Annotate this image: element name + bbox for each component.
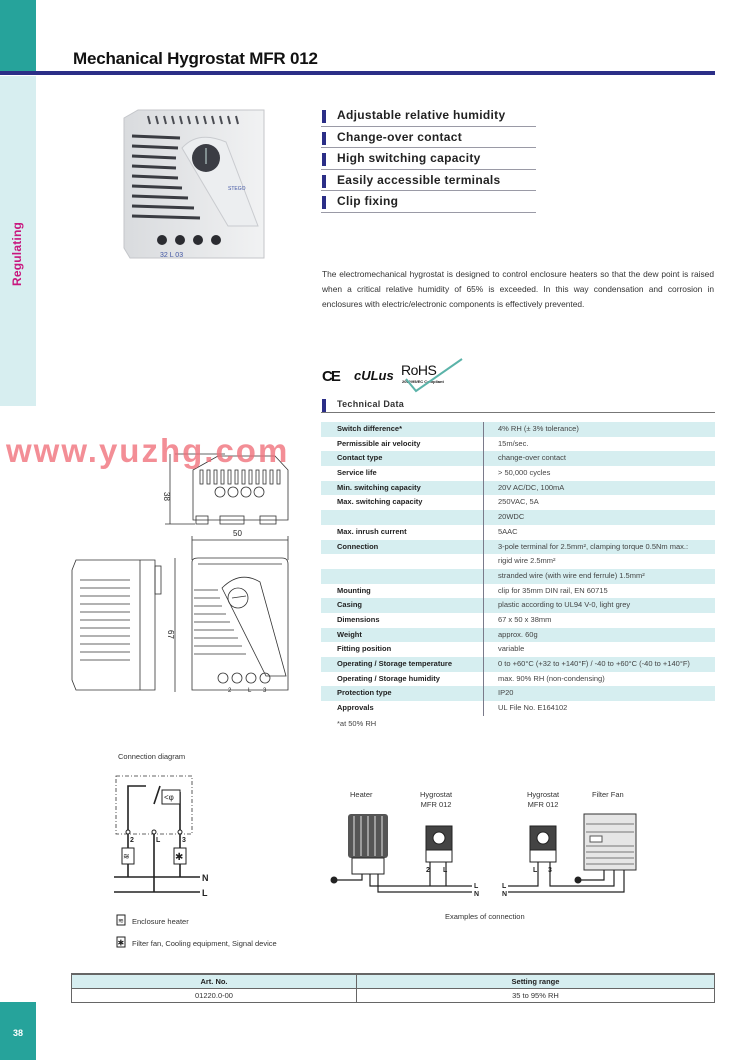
section-label: Regulating — [10, 222, 24, 286]
svg-text:L: L — [502, 883, 507, 890]
checkmark-icon — [400, 355, 470, 395]
svg-text:N: N — [502, 891, 508, 898]
page-title: Mechanical Hygrostat MFR 012 — [73, 49, 318, 68]
table-row: Protection type IP20 — [321, 686, 715, 701]
filter-fan-label: Filter Fan — [592, 790, 624, 799]
svg-text:STEGO: STEGO — [228, 186, 246, 192]
rohs-mark-icon: RoHS — [401, 362, 437, 378]
dimension-drawings — [60, 440, 320, 700]
table-header-row — [72, 974, 715, 988]
feature-item: Clip fixing — [321, 191, 536, 213]
bullet-bar-icon — [322, 153, 326, 166]
table-row: Weight approx. 60g — [321, 628, 715, 643]
svg-text:L: L — [248, 688, 252, 694]
table-row: Operating / Storage temperature 0 to +60°C (+32 to +140°F) / -40 to +60°C (-40 to +140°F) — [321, 657, 715, 672]
column-header-art-no: Art. No. — [72, 974, 357, 988]
table-row: Permissible air velocity 15m/sec. — [321, 437, 715, 452]
table-row: Max. switching capacity 250VAC, 5A — [321, 495, 715, 510]
svg-text:38: 38 — [162, 492, 171, 501]
table-row: Connection 3-pole terminal for 2.5mm², clamping torque 0.5Nm max.: — [321, 540, 715, 555]
table-row: rigid wire 2.5mm² — [321, 554, 715, 569]
connection-diagram — [110, 762, 220, 922]
bullet-bar-icon — [322, 196, 326, 209]
table-row: Min. switching capacity 20V AC/DC, 100mA — [321, 481, 715, 496]
svg-text:✱: ✱ — [175, 852, 184, 863]
svg-text:L: L — [474, 883, 479, 890]
table-row: Service life > 50,000 cycles — [321, 466, 715, 481]
product-photo — [118, 108, 268, 268]
feature-item: Adjustable relative humidity — [321, 105, 536, 127]
table-row: stranded wire (with wire end ferrule) 1.5mm² — [321, 569, 715, 584]
watermark-text: www.yuzhg.com — [6, 432, 290, 469]
table-row: Dimensions 67 x 50 x 38mm — [321, 613, 715, 628]
title-rule — [0, 71, 715, 75]
feature-item: High switching capacity — [321, 148, 536, 170]
svg-text:32 L 03: 32 L 03 — [160, 252, 184, 259]
table-row: Max. inrush current 5AAC — [321, 525, 715, 540]
technical-data-table — [321, 422, 715, 716]
svg-text:≋: ≋ — [123, 852, 130, 861]
column-header-setting-range: Setting range — [356, 974, 714, 988]
certification-logos — [322, 360, 482, 390]
technical-data-heading: Technical Data — [321, 397, 715, 413]
table-row — [72, 988, 715, 1002]
svg-text:L: L — [443, 867, 448, 874]
ce-mark-icon: CE — [322, 368, 339, 385]
feature-list — [321, 105, 536, 213]
bullet-bar-icon — [322, 175, 326, 188]
art-no-cell: 01220.0-00 — [195, 990, 233, 1000]
footnote: *at 50% RH — [337, 719, 377, 728]
table-row: Mounting clip for 35mm DIN rail, EN 60715 — [321, 584, 715, 599]
order-table — [71, 973, 715, 1003]
connection-diagram-label: Connection diagram — [118, 752, 186, 761]
hygrostat-label-2: Hygrostat MFR 012 — [527, 790, 560, 809]
svg-text:N: N — [474, 891, 480, 898]
svg-text:L: L — [202, 888, 208, 898]
svg-text:3: 3 — [263, 688, 267, 694]
hygrostat-label-1: Hygrostat MFR 012 — [420, 790, 453, 809]
svg-text:L: L — [156, 837, 161, 844]
bullet-bar-icon — [322, 132, 326, 145]
examples-caption: Examples of connection — [445, 912, 525, 921]
table-row: 20WDC — [321, 510, 715, 525]
svg-text:3: 3 — [548, 867, 552, 874]
table-row: Contact type change-over contact — [321, 451, 715, 466]
svg-text:N: N — [202, 873, 209, 883]
svg-text:2: 2 — [228, 688, 232, 694]
heater-icon — [116, 913, 126, 927]
feature-item: Easily accessible terminals — [321, 170, 536, 192]
svg-text:2: 2 — [130, 837, 134, 844]
table-row: Fitting position variable — [321, 642, 715, 657]
svg-text:✱: ✱ — [117, 938, 125, 948]
fan-icon — [116, 935, 126, 949]
connection-examples — [322, 788, 642, 928]
svg-text:<φ: <φ — [164, 793, 174, 802]
ul-mark-icon: cULus — [354, 368, 394, 383]
legend-fan: Filter fan, Cooling equipment, Signal device — [132, 939, 277, 948]
table-row: Switch difference* 4% RH (± 3% tolerance) — [321, 422, 715, 437]
table-row: Operating / Storage humidity max. 90% RH (non-condensing) — [321, 672, 715, 687]
page-number: 38 — [12, 1028, 23, 1038]
heater-label: Heater — [350, 790, 373, 799]
bullet-bar-icon — [322, 399, 326, 412]
table-row: Approvals UL File No. E164102 — [321, 701, 715, 716]
rohs-subtext: 2002/95/EC Compliant — [402, 379, 444, 384]
bullet-bar-icon — [322, 110, 326, 123]
svg-text:50: 50 — [233, 529, 242, 538]
svg-text:≋: ≋ — [118, 918, 124, 925]
svg-text:3: 3 — [182, 837, 186, 844]
legend-heater: Enclosure heater — [132, 917, 189, 926]
setting-range-cell: 35 to 95% RH — [356, 988, 714, 1002]
svg-text:2: 2 — [426, 867, 430, 874]
product-description: The electromechanical hygrostat is designed to control enclosure heaters so that the dew point is raised when a critical relative humidity of 65% is exceeded. In this way condensation and corrosion in enclosures with electric/electronic components is effectively prevented. — [322, 269, 714, 309]
table-row: Casing plastic according to UL94 V-0, light grey — [321, 598, 715, 613]
svg-text:67: 67 — [166, 630, 175, 639]
feature-item: Change-over contact — [321, 127, 536, 149]
side-band-top — [0, 0, 36, 72]
svg-text:L: L — [533, 867, 538, 874]
